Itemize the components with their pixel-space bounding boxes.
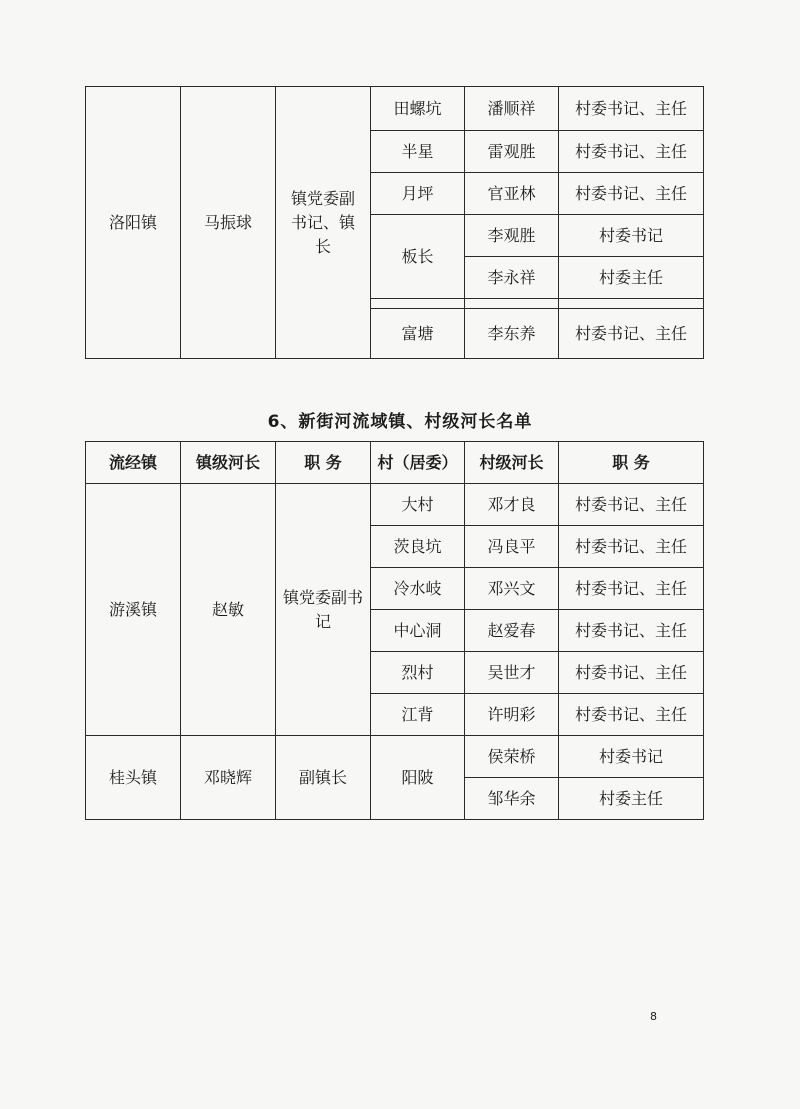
role-cell: 村委书记 xyxy=(559,736,704,778)
role-cell: 村委书记、主任 xyxy=(559,652,704,694)
position-cell: 镇党委副书记 xyxy=(276,484,371,736)
village-chief-cell: 雷观胜 xyxy=(465,131,559,173)
village-chief-cell: 李观胜 xyxy=(465,215,559,257)
village-cell: 中心洞 xyxy=(371,610,465,652)
village-cell: 田螺坑 xyxy=(371,87,465,131)
role-cell: 村委书记、主任 xyxy=(559,568,704,610)
village-chief-cell: 邓才良 xyxy=(465,484,559,526)
role-cell: 村委主任 xyxy=(559,778,704,820)
village-cell: 富塘 xyxy=(371,309,465,359)
position-cell: 镇党委副书记、镇长 xyxy=(276,87,371,359)
role-cell: 村委书记、主任 xyxy=(559,87,704,131)
spacer-cell xyxy=(559,299,704,309)
town-chief-cell: 邓晓辉 xyxy=(181,736,276,820)
village-chief-cell: 吴世才 xyxy=(465,652,559,694)
role-cell: 村委书记、主任 xyxy=(559,610,704,652)
village-chief-cell: 侯荣桥 xyxy=(465,736,559,778)
table-row xyxy=(86,484,704,526)
village-chief-cell: 许明彩 xyxy=(465,694,559,736)
header-town: 流经镇 xyxy=(86,442,181,484)
position-cell: 副镇长 xyxy=(276,736,371,820)
luoyang-town-table xyxy=(85,86,704,359)
page-number: 8 xyxy=(650,1010,657,1023)
table-row xyxy=(86,736,704,778)
section-title: 6、新街河流域镇、村级河长名单 xyxy=(267,412,533,432)
role-cell: 村委书记、主任 xyxy=(559,131,704,173)
town-chief-cell: 赵敏 xyxy=(181,484,276,736)
village-cell: 半星 xyxy=(371,131,465,173)
village-cell: 板长 xyxy=(371,215,465,299)
village-cell: 阳陂 xyxy=(371,736,465,820)
spacer-cell xyxy=(371,299,465,309)
role-cell: 村委书记 xyxy=(559,215,704,257)
town-cell: 游溪镇 xyxy=(86,484,181,736)
village-chief-cell: 冯良平 xyxy=(465,526,559,568)
header-town-chief: 镇级河长 xyxy=(181,442,276,484)
header-village: 村（居委） xyxy=(371,442,465,484)
village-chief-cell: 官亚林 xyxy=(465,173,559,215)
role-cell: 村委书记、主任 xyxy=(559,694,704,736)
header-village-chief: 村级河长 xyxy=(465,442,559,484)
town-chief-cell: 马振球 xyxy=(181,87,276,359)
town-cell: 洛阳镇 xyxy=(86,87,181,359)
village-cell: 烈村 xyxy=(371,652,465,694)
town-cell: 桂头镇 xyxy=(86,736,181,820)
xinjie-river-table xyxy=(85,441,704,820)
role-cell: 村委书记、主任 xyxy=(559,173,704,215)
role-cell: 村委书记、主任 xyxy=(559,309,704,359)
village-chief-cell: 李东养 xyxy=(465,309,559,359)
header-role: 职 务 xyxy=(559,442,704,484)
header-position: 职 务 xyxy=(276,442,371,484)
spacer-cell xyxy=(465,299,559,309)
village-cell: 月坪 xyxy=(371,173,465,215)
village-cell: 大村 xyxy=(371,484,465,526)
village-cell: 茨良坑 xyxy=(371,526,465,568)
village-chief-cell: 邹华余 xyxy=(465,778,559,820)
village-chief-cell: 赵爱春 xyxy=(465,610,559,652)
table-header-row xyxy=(86,442,704,484)
village-cell: 冷水岐 xyxy=(371,568,465,610)
village-chief-cell: 李永祥 xyxy=(465,257,559,299)
table-row xyxy=(86,87,704,131)
village-chief-cell: 邓兴文 xyxy=(465,568,559,610)
village-chief-cell: 潘顺祥 xyxy=(465,87,559,131)
role-cell: 村委书记、主任 xyxy=(559,484,704,526)
role-cell: 村委书记、主任 xyxy=(559,526,704,568)
village-cell: 江背 xyxy=(371,694,465,736)
role-cell: 村委主任 xyxy=(559,257,704,299)
